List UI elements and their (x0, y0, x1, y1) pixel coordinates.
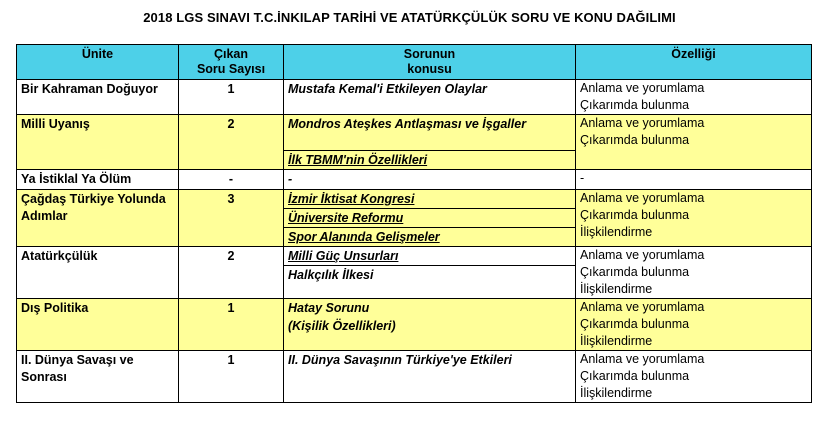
unite-cell: Dış Politika (17, 299, 179, 351)
ozellik-cell: Anlama ve yorumlama Çıkarımda bulunma İlişkilendirme (576, 351, 812, 403)
table-row (17, 170, 812, 190)
header-count: Çıkan Soru Sayısı (179, 45, 284, 80)
distribution-table (16, 44, 812, 403)
ozellik-cell: Anlama ve yorumlama Çıkarımda bulunma (576, 80, 812, 115)
header-unite: Ünite (17, 45, 179, 80)
topic-cell: İzmir İktisat Kongresi Üniversite Reformu Spor Alanında Gelişmeler (284, 190, 576, 247)
count-cell: - (179, 170, 284, 190)
ozellik-cell: Anlama ve yorumlama Çıkarımda bulunma İlişkilendirme (576, 247, 812, 299)
ozellik-cell: - (576, 170, 812, 190)
table-row (17, 115, 812, 170)
topic-cell: II. Dünya Savaşının Türkiye'ye Etkileri (284, 351, 576, 403)
table-row (17, 299, 812, 351)
count-cell: 3 (179, 190, 284, 247)
topic-cell: Hatay Sorunu (Kişilik Özellikleri) (284, 299, 576, 351)
header-row (17, 45, 812, 80)
table-row (17, 351, 812, 403)
header-ozellik: Özelliği (576, 45, 812, 80)
count-cell: 1 (179, 80, 284, 115)
topic-cell: Mustafa Kemal'i Etkileyen Olaylar (284, 80, 576, 115)
header-topic: Sorunun konusu (284, 45, 576, 80)
topic-cell: Mondros Ateşkes Antlaşması ve İşgaller İlk TBMM'nin Özellikleri (284, 115, 576, 170)
count-cell: 1 (179, 351, 284, 403)
count-cell: 2 (179, 115, 284, 170)
topic-cell: Milli Güç Unsurları Halkçılık İlkesi (284, 247, 576, 299)
count-cell: 2 (179, 247, 284, 299)
unite-cell: Bir Kahraman Doğuyor (17, 80, 179, 115)
unite-cell: Çağdaş Türkiye Yolunda Adımlar (17, 190, 179, 247)
unite-cell: Milli Uyanış (17, 115, 179, 170)
unite-cell: Atatürkçülük (17, 247, 179, 299)
unite-cell: II. Dünya Savaşı ve Sonrası (17, 351, 179, 403)
table-row (17, 247, 812, 299)
topic-cell: - (284, 170, 576, 190)
table-row (17, 190, 812, 247)
count-cell: 1 (179, 299, 284, 351)
table-row (17, 80, 812, 115)
ozellik-cell: Anlama ve yorumlama Çıkarımda bulunma İlişkilendirme (576, 299, 812, 351)
ozellik-cell: Anlama ve yorumlama Çıkarımda bulunma İlişkilendirme (576, 190, 812, 247)
unite-cell: Ya İstiklal Ya Ölüm (17, 170, 179, 190)
document-title: 2018 LGS SINAVI T.C.İNKILAP TARİHİ VE ATATÜRKÇÜLÜK SORU VE KONU DAĞILIMI (143, 10, 676, 25)
ozellik-cell: Anlama ve yorumlama Çıkarımda bulunma (576, 115, 812, 170)
